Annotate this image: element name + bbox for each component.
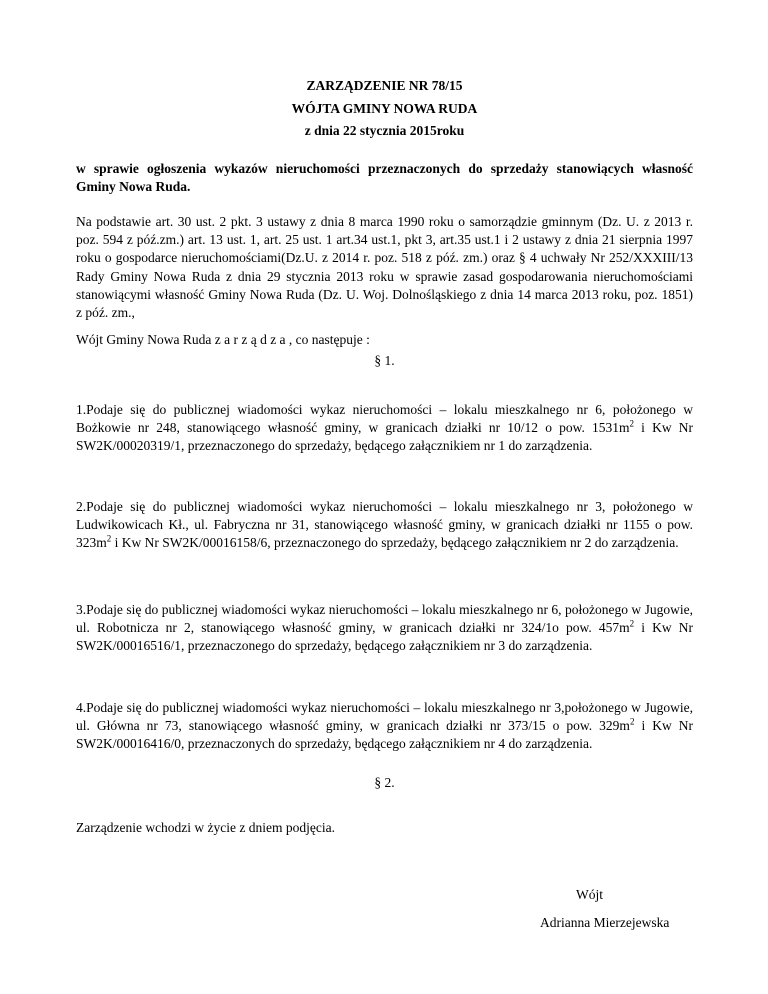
document-issuer: WÓJTA GMINY NOWA RUDA <box>291 101 478 116</box>
decree-statement: Wójt Gminy Nowa Ruda z a r z ą d z a , co następuje : <box>76 332 370 347</box>
item-1-paragraph: 1.Podaje się do publicznej wiadomości wykaz nieruchomości – lokalu mieszkalnego nr 6, położonego w Bożkowie nr 248, stanowiącego własność gminy, w granicach działki nr 10/12 o pow. $1531m^2$ i Kw Nr SW2K/00020319/1, przeznaczonego do sprzedaży, będącego załącznikiem nr 1 do zarządzenia. <box>76 402 693 454</box>
signature-role: Wójt <box>576 887 603 902</box>
item-3-paragraph: 3.Podaje się do publicznej wiadomości wykaz nieruchomości – lokalu mieszkalnego nr 6, położonego w Jugowie, ul. Robotnicza nr 2, stanowiącego własność gminy, w granicach działki nr 324/1o pow. $457m^2$ i Kw Nr SW2K/00016516/1, przeznaczonego do sprzedaży, będącego załącznikiem nr 3 do zarządzenia. <box>76 602 693 654</box>
section-2-heading: § 2. <box>374 775 395 790</box>
effective-clause: Zarządzenie wchodzi w życie z dniem podjęcia. <box>76 820 335 835</box>
document-subject: w sprawie ogłoszenia wykazów nieruchomości przeznaczonych do sprzedaży stanowiących własność Gminy Nowa Ruda. <box>76 161 693 194</box>
superscript: 2 <box>629 418 635 429</box>
document-date: z dnia 22 stycznia 2015roku <box>304 123 465 138</box>
superscript: 2 <box>629 716 635 727</box>
superscript: 2 <box>629 618 635 629</box>
document-page <box>76 0 693 994</box>
document-title: ZARZĄDZENIE NR 78/15 <box>306 78 463 93</box>
item-2-paragraph: 2.Podaje się do publicznej wiadomości wykaz nieruchomości – lokalu mieszkalnego nr 3, położonego w Ludwikowicach Kł., ul. Fabryczna nr 31, stanowiącego własność gminy, w granicach działki nr 1155 o pow. $323m^2$ i Kw Nr SW2K/00016158/6, przeznaczonego do sprzedaży, będącego załącznikiem nr 2 do zarządzenia. <box>76 499 693 551</box>
superscript: 2 <box>106 533 112 544</box>
item-4-paragraph: 4.Podaje się do publicznej wiadomości wykaz nieruchomości – lokalu mieszkalnego nr 3,położonego w Jugowie, ul. Główna nr 73, stanowiącego własność gminy, w granicach działki nr 373/15 o pow. $329m^2$ i Kw Nr SW2K/00016416/0, przeznaczonych do sprzedaży, będącego załącznikiem nr 4 do zarządzenia. <box>76 700 693 752</box>
legal-basis-paragraph: Na podstawie art. 30 ust. 2 pkt. 3 ustawy z dnia 8 marca 1990 roku o samorządzie gminnym (Dz. U. z 2013 r. poz. 594 z póź.zm.) art. 13 ust. 1, art. 25 ust. 1 art.34 ust.1, pkt 3, art.35 ust.1 i 2 ustawy z dnia 21 sierpnia 1997 roku o gospodarce nieruchomościami(Dz.U. z 2014 r. poz. 518 z póź. zm.) oraz § 4 uchwały Nr 252/XXXIII/13 Rady Gminy Nowa Ruda z dnia 29 stycznia 2013 roku w sprawie zasad gospodarowania nieruchomościami stanowiącymi własność Gminy Nowa Ruda (Dz. U. Woj. Dolnośląskiego z dnia 14 marca 2013 roku, poz. 1851) z póź. zm., <box>76 214 693 321</box>
section-1-heading: § 1. <box>374 353 395 368</box>
signature-name: Adrianna Mierzejewska <box>540 915 670 930</box>
